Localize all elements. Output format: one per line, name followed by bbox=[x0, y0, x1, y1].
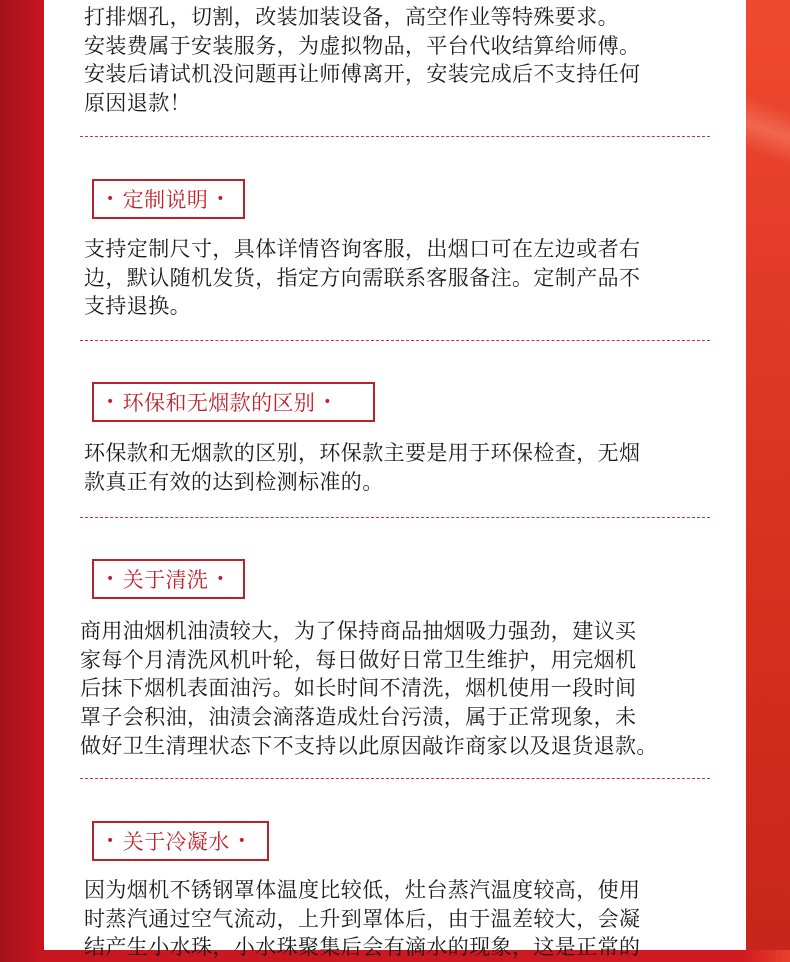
section-title: 关于冷凝水 bbox=[122, 830, 230, 854]
text-line: 时蒸汽通过空气流动，上升到罩体后，由于温差较大，会凝 bbox=[84, 906, 641, 931]
text-line: 做好卫生清理状态下不支持以此原因敲诈商家以及退货退款。 bbox=[80, 733, 658, 758]
bullet-dot: • bbox=[106, 191, 115, 207]
bullet-dot: • bbox=[216, 191, 225, 207]
section-body-eco-vs-smokeless bbox=[84, 439, 640, 496]
section-title: 环保和无烟款的区别 bbox=[122, 391, 316, 415]
text-line: 后抹下烟机表面油污。如长时间不清洗，烟机使用一段时间 bbox=[80, 676, 637, 701]
section-title: 关于清洗 bbox=[122, 568, 209, 592]
right-background-glow bbox=[744, 0, 790, 950]
text-line: 安装费属于安装服务，为虚拟物品，平台代收结算给师傅。 bbox=[84, 33, 641, 58]
section-divider bbox=[80, 136, 710, 137]
text-line: 家每个月清洗风机叶轮，每日做好日常卫生维护，用完烟机 bbox=[80, 647, 637, 672]
bullet-dot: • bbox=[237, 833, 247, 849]
text-line: 原因退款！ bbox=[84, 91, 191, 116]
section-tag-cleaning bbox=[92, 559, 245, 599]
text-line: 因为烟机不锈钢罩体温度比较低，灶台蒸汽温度较高，使用 bbox=[84, 878, 641, 902]
text-line: 安装后请试机没问题再让师傅离开，安装完成后不支持任何 bbox=[84, 62, 641, 87]
bullet-dot: • bbox=[106, 833, 115, 849]
text-line: 款真正有效的达到检测标准的。 bbox=[84, 469, 384, 494]
text-line: 边，默认随机发货，指定方向需联系客服备注。定制产品不 bbox=[84, 265, 641, 290]
intro-paragraph bbox=[84, 3, 640, 118]
bullet-dot: • bbox=[323, 394, 332, 410]
bullet-dot: • bbox=[216, 571, 225, 587]
text-line: 支持定制尺寸，具体详情咨询客服，出烟口可在左边或者右 bbox=[84, 237, 641, 261]
section-tag-condensation bbox=[92, 821, 269, 861]
section-body-customization bbox=[84, 235, 640, 321]
section-tag-customization bbox=[92, 179, 245, 219]
section-title: 定制说明 bbox=[122, 188, 209, 212]
section-tag-eco-vs-smokeless bbox=[92, 382, 375, 422]
section-divider bbox=[80, 778, 710, 779]
bullet-dot: • bbox=[106, 571, 115, 587]
section-divider bbox=[80, 517, 710, 518]
text-line: 支持退换。 bbox=[84, 294, 191, 319]
section-body-cleaning bbox=[80, 617, 658, 761]
section-body-condensation bbox=[84, 876, 640, 962]
text-line: 商用油烟机油渍较大，为了保持商品抽烟吸力强劲，建议买 bbox=[80, 619, 637, 643]
section-divider bbox=[80, 340, 710, 341]
text-line: 结产生小水珠，小水珠聚集后会有滴水的现象，这是正常的 bbox=[84, 935, 641, 960]
text-line: 打排烟孔，切割，改装加装设备，高空作业等特殊要求。 bbox=[84, 5, 619, 29]
bullet-dot: • bbox=[106, 394, 115, 410]
text-line: 罩子会积油，油渍会滴落造成灶台污渍，属于正常现象，未 bbox=[80, 705, 637, 730]
text-line: 环保款和无烟款的区别，环保款主要是用于环保检查，无烟 bbox=[84, 441, 641, 465]
